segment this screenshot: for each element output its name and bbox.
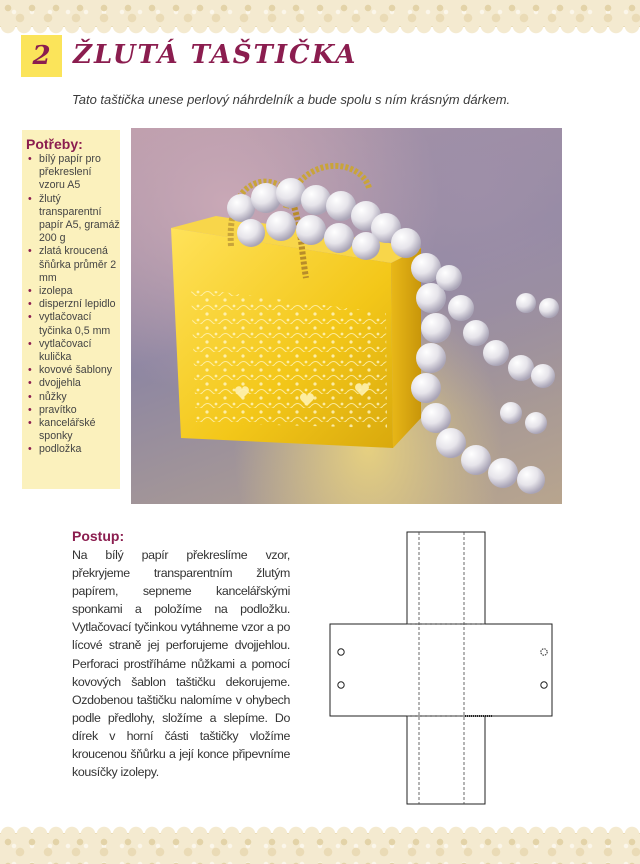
- lace-border-bottom: [0, 833, 640, 864]
- supply-item: • žlutý transparentní papír A5, gramáž 200 g: [26, 193, 120, 246]
- supplies-list: [22, 153, 120, 457]
- product-photo: [131, 128, 562, 504]
- lace-border-top: [0, 0, 640, 27]
- page-title: ŽLUTÁ TAŠTIČKA: [73, 40, 358, 70]
- page-subtitle: Tato taštička unese perlový náhrdelník a bude spolu s ním krásným dárkem.: [72, 92, 511, 107]
- instructions-text: Na bílý papír překreslíme vzor, překryjeme transparentním žlutým papírem, sepneme kancelářskými sponkami a položíme na podložku. Vytlačovací tyčinkou vytáhneme vzor a po lícové straně jej perforujeme dvojjehlou. Perforaci prostříháme nůžkami a pomocí kovových šablon taštičku dekorujeme. Ozdobenou taštičku nalomíme v ohybech podle předlohy, složíme a slepíme. Do dírek v horní části taštičky vložíme kroucenou šňůrku a její konce připevníme kousíčky izolepy.: [72, 548, 290, 780]
- bag-template-diagram: [325, 528, 557, 812]
- supply-item: • dvojjehla: [26, 377, 120, 390]
- supplies-panel: [22, 130, 120, 489]
- supply-item: • kovové šablony: [26, 364, 120, 377]
- supply-item: • zlatá kroucená šňůrka průměr 2 mm: [26, 245, 120, 285]
- bag-with-pearls-illustration: [131, 128, 562, 504]
- supply-item: • disperzní lepidlo: [26, 298, 120, 311]
- supply-item: • bílý papír pro překreslení vzoru A5: [26, 153, 120, 193]
- supply-item: • nůžky: [26, 391, 120, 404]
- supply-item: • pravítko: [26, 404, 120, 417]
- supplies-heading: Potřeby:: [26, 136, 83, 152]
- supply-item: • izolepa: [26, 285, 120, 298]
- instructions-heading: Postup:: [72, 528, 125, 544]
- chapter-number: 2: [21, 35, 62, 77]
- supply-item: • podložka: [26, 443, 120, 456]
- supply-item: • vytlačovací kulička: [26, 338, 120, 364]
- supply-item: • vytlačovací tyčinka 0,5 mm: [26, 311, 120, 337]
- supply-item: • kancelářské sponky: [26, 417, 120, 443]
